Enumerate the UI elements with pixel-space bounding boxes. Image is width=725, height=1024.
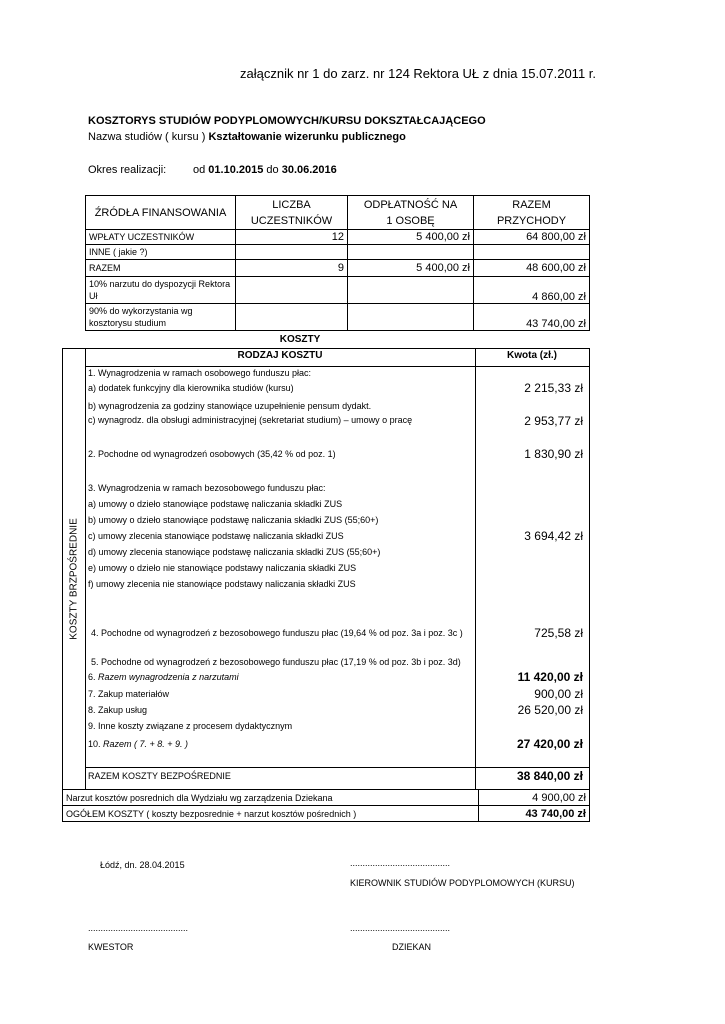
dean-signature-line: ........................................ (350, 923, 451, 933)
row-revenue: 43 740,00 zł (474, 304, 590, 331)
row-revenue: 64 800,00 zł (474, 230, 590, 245)
row-revenue (474, 245, 590, 260)
row-participants (236, 277, 348, 304)
realization-period (88, 164, 337, 176)
cost-item-7: 7. Zakup materiałów (88, 689, 170, 699)
table-row (86, 230, 590, 245)
row-label: WPŁATY UCZESTNIKÓW (86, 230, 236, 245)
amount-1c: 2 953,77 zł (524, 414, 583, 428)
quaestor-signature-line: ........................................ (88, 923, 189, 933)
total-direct-amount: 38 840,00 zł (516, 769, 583, 783)
period-to-word: do (263, 164, 282, 176)
period-to: 30.06.2016 (281, 164, 337, 176)
cost-item-10 (88, 739, 188, 749)
period-from-word: od (193, 164, 209, 176)
summary-table (62, 789, 590, 822)
table-row (63, 806, 590, 822)
cost-item-2: 2. Pochodne od wynagrodzeń osobowych (35,42 % od poz. 1) (88, 449, 336, 459)
row-fee: 5 400,00 zł (348, 260, 474, 277)
amount-10: 27 420,00 zł (516, 737, 583, 751)
amount-3: 3 694,42 zł (524, 529, 583, 543)
table-row (86, 245, 590, 260)
overhead-value: 4 900,00 zł (479, 790, 590, 806)
overhead-label: Narzut kosztów posrednich dla Wydziału wg zarządzenia Dziekana (63, 790, 479, 806)
annex-note: załącznik nr 1 do zarz. nr 124 Rektora UŁ z dnia 15.07.2011 r. (240, 66, 597, 81)
row-participants (236, 245, 348, 260)
cost-item-1a: a) dodatek funkcyjny dla kierownika studiów (kursu) (88, 383, 294, 393)
row-label: 10% narzutu do dyspozycji Rektora Uł (86, 277, 236, 304)
period-from: 01.10.2015 (208, 164, 264, 176)
director-signature-line: ........................................ (350, 858, 451, 868)
costs-table (62, 348, 590, 790)
course-name-label: Nazwa studiów ( kursu ) (88, 131, 209, 143)
amount-8: 26 520,00 zł (517, 703, 583, 717)
row-label: 90% do wykorzystania wg kosztorysu studium (86, 304, 236, 331)
director-label: KIEROWNIK STUDIÓW PODYPLOMOWYCH (KURSU) (350, 878, 575, 888)
cost-item-10-number: 10. (88, 739, 104, 749)
funding-table (85, 195, 590, 331)
place-date: Łódź, dn. 28.04.2015 (100, 860, 185, 870)
header-amount: Kwota (zł.) (507, 350, 557, 361)
course-name (88, 131, 406, 143)
course-name-value: Kształtowanie wizerunku publicznego (208, 131, 406, 143)
cost-item-3f: f) umowy zlecenia nie stanowiące podstawy naliczania składki ZUS (88, 579, 356, 589)
table-row (63, 790, 590, 806)
table-row (86, 304, 590, 331)
header-fee-line2: 1 OSOBĘ (386, 214, 435, 227)
grand-total-label: OGÓŁEM KOSZTY ( koszty bezposrednie + narzut kosztów pośrednich ) (63, 806, 479, 822)
amount-1a: 2 215,33 zł (524, 381, 583, 395)
dean-label: DZIEKAN (392, 942, 432, 952)
cost-item-6 (88, 672, 239, 682)
document-title: KOSZTORYS STUDIÓW PODYPLOMOWYCH/KURSU DOKSZTAŁCAJĄCEGO (88, 115, 486, 127)
cost-item-8: 8. Zakup usług (88, 705, 148, 715)
table-row (86, 260, 590, 277)
quaestor-label: KWESTOR (88, 942, 134, 952)
row-participants: 12 (236, 230, 348, 245)
header-fee-line1: ODPŁATNOŚĆ NA (363, 198, 458, 211)
header-source: ŹRÓDŁA FINANSOWANIA (86, 196, 236, 230)
row-participants: 9 (236, 260, 348, 277)
grand-total-value: 43 740,00 zł (479, 806, 590, 822)
cost-item-1c: c) wynagrodz. dla obsługi administracyjnej (sekretariat studium) – umowy o pracę (88, 415, 413, 425)
amount-2: 1 830,90 zł (524, 447, 583, 461)
total-direct-label: RAZEM KOSZTY BEZPOŚREDNIE (88, 771, 231, 781)
row-participants (236, 304, 348, 331)
row-fee: 5 400,00 zł (348, 230, 474, 245)
row-fee (348, 304, 474, 331)
amount-4: 725,58 zł (534, 626, 583, 640)
cost-item-1: 1. Wynagrodzenia w ramach osobowego funduszu płac: (88, 368, 312, 378)
header-participants-line2: UCZESTNIKÓW (250, 214, 333, 227)
header-fee (348, 196, 474, 230)
cost-item-3d: d) umowy zlecenia stanowiące podstawę naliczania składki ZUS (55;60+) (88, 547, 381, 557)
row-revenue: 48 600,00 zł (474, 260, 590, 277)
row-label: INNE ( jakie ?) (86, 245, 236, 260)
side-label-text: KOSZTY BRZPOŚREDNIE (68, 518, 80, 640)
direct-costs-side-label (65, 509, 83, 649)
row-fee (348, 277, 474, 304)
cost-item-6-label: Razem wynagrodzenia z narzutami (98, 672, 239, 682)
period-label: Okres realizacji: (88, 164, 167, 176)
cost-item-6-number: 6. (88, 672, 99, 682)
row-label: RAZEM (86, 260, 236, 277)
cost-item-3a: a) umowy o dzieło stanowiące podstawę naliczania składki ZUS (88, 499, 343, 509)
cost-item-3c: c) umowy zlecenia stanowiące podstawę naliczania składki ZUS (88, 531, 344, 541)
amount-6: 11 420,00 zł (517, 670, 583, 684)
cost-item-1b: b) wynagrodzenia za godziny stanowiące uzupełnienie pensum dydakt. (88, 401, 372, 411)
cost-item-4: 4. Pochodne od wynagrodzeń z bezosobowego funduszu płac (19,64 % od poz. 3a i poz. 3c ) (91, 628, 463, 638)
cost-item-3e: e) umowy o dzieło nie stanowiące podstawy naliczania składki ZUS (88, 563, 357, 573)
header-participants (236, 196, 348, 230)
amount-7: 900,00 zł (534, 687, 583, 701)
cost-item-9: 9. Inne koszty związane z procesem dydaktycznym (88, 721, 293, 731)
row-revenue: 4 860,00 zł (474, 277, 590, 304)
cost-item-10-label: Razem ( 7. + 8. + 9. ) (103, 739, 189, 749)
header-participants-line1: LICZBA (272, 198, 311, 211)
header-revenue: RAZEM PRZYCHODY (474, 196, 590, 230)
table-row (86, 277, 590, 304)
row-fee (348, 245, 474, 260)
cost-item-3: 3. Wynagrodzenia w ramach bezosobowego funduszu płac: (88, 483, 326, 493)
cost-item-3b: b) umowy o dzieło stanowiące podstawę naliczania składki ZUS (55;60+) (88, 515, 379, 525)
header-cost-type: RODZAJ KOSZTU (237, 350, 323, 361)
costs-title: KOSZTY (279, 334, 321, 345)
cost-item-5: 5. Pochodne od wynagrodzeń z bezosobowego funduszu płac (17,19 % od poz. 3b i poz. 3d) (91, 657, 461, 667)
